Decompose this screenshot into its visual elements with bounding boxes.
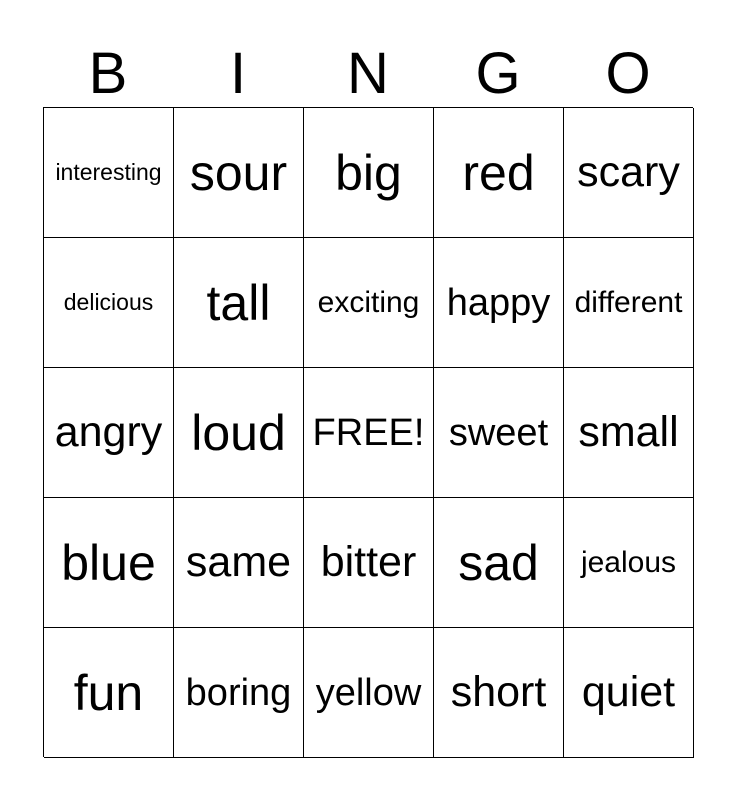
- header-letter-i: I: [229, 41, 247, 106]
- bingo-cell[interactable]: bitter: [304, 498, 434, 628]
- bingo-cell[interactable]: fun: [44, 628, 174, 758]
- bingo-cell[interactable]: delicious: [44, 238, 174, 368]
- bingo-cell[interactable]: sad: [434, 498, 564, 628]
- header-letter-o: O: [605, 41, 651, 106]
- bingo-cell[interactable]: different: [564, 238, 694, 368]
- bingo-cell[interactable]: boring: [174, 628, 304, 758]
- bingo-cell[interactable]: happy: [434, 238, 564, 368]
- header-letter-b: B: [88, 41, 128, 106]
- bingo-cell[interactable]: short: [434, 628, 564, 758]
- bingo-board: [43, 107, 693, 757]
- bingo-cell[interactable]: sour: [174, 108, 304, 238]
- bingo-header: [43, 40, 693, 108]
- bingo-cell[interactable]: blue: [44, 498, 174, 628]
- bingo-cell[interactable]: same: [174, 498, 304, 628]
- bingo-cell[interactable]: scary: [564, 108, 694, 238]
- bingo-cell[interactable]: tall: [174, 238, 304, 368]
- bingo-cell[interactable]: small: [564, 368, 694, 498]
- free-space-cell[interactable]: FREE!: [304, 368, 434, 498]
- bingo-cell[interactable]: sweet: [434, 368, 564, 498]
- bingo-cell[interactable]: angry: [44, 368, 174, 498]
- bingo-cell[interactable]: quiet: [564, 628, 694, 758]
- header-letter-n: N: [347, 41, 389, 106]
- header-letter-g: G: [475, 41, 521, 106]
- bingo-cell[interactable]: jealous: [564, 498, 694, 628]
- bingo-cell[interactable]: yellow: [304, 628, 434, 758]
- bingo-cell[interactable]: exciting: [304, 238, 434, 368]
- bingo-cell[interactable]: big: [304, 108, 434, 238]
- bingo-cell[interactable]: loud: [174, 368, 304, 498]
- bingo-cell[interactable]: red: [434, 108, 564, 238]
- bingo-cell[interactable]: interesting: [44, 108, 174, 238]
